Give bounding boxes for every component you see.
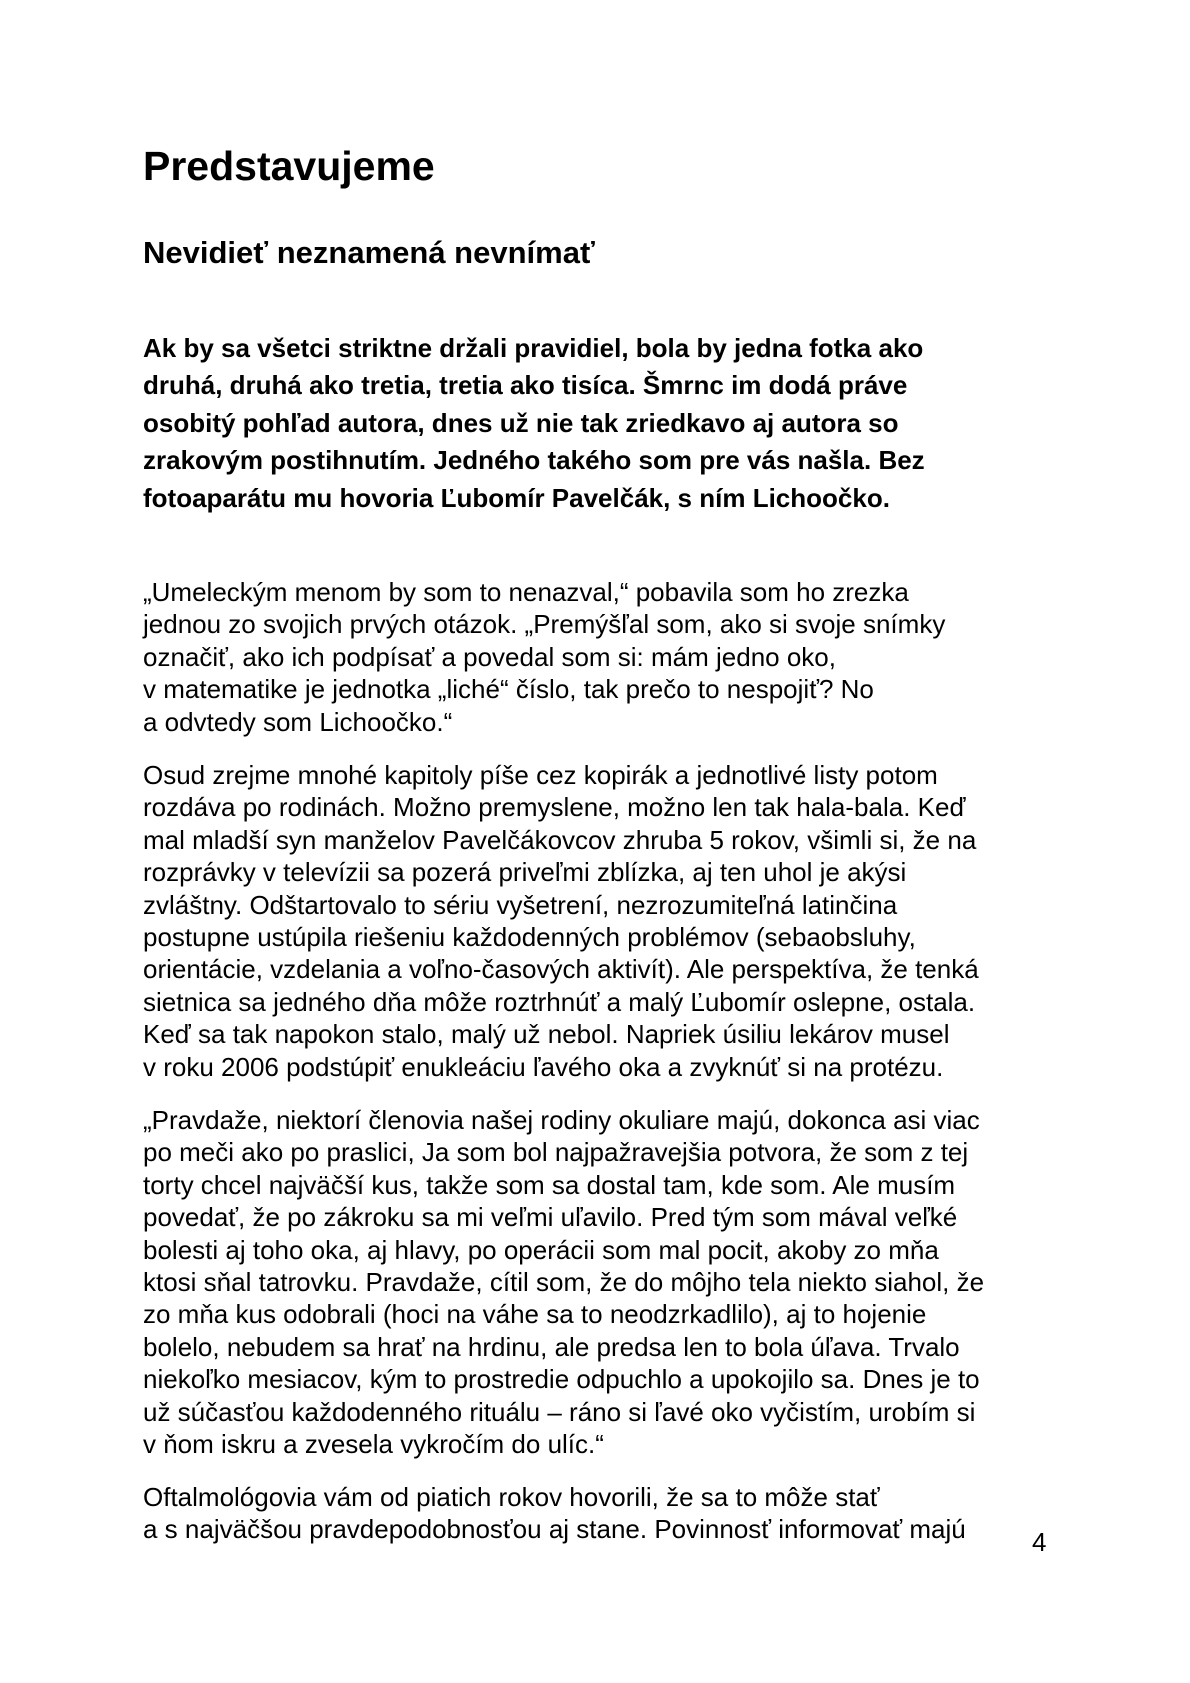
body-paragraph-4	[143, 1481, 966, 1546]
text-line: v roku 2006 podstúpiť enukleáciu ľavého oka a zvyknúť si na protézu.	[143, 1051, 944, 1082]
page-number: 4	[1032, 1527, 1047, 1557]
text-line: povedať, že po zákroku sa mi veľmi uľavilo. Pred tým som mával veľké	[143, 1202, 958, 1233]
text-line: „Pravdaže, niektorí členovia našej rodiny okuliare majú, dokonca asi viac	[143, 1105, 980, 1135]
text-line: bolesti aj toho oka, aj hlavy, po operácii som mal pocit, akoby zo mňa	[143, 1234, 939, 1265]
lead-line: osobitý pohľad autora, dnes už nie tak zriedkavo aj autora so	[143, 407, 899, 438]
article-title: Nevidieť neznamená nevnímať	[143, 235, 595, 270]
text-line: torty chcel najväčší kus, takže som sa dostal tam, kde som. Ale musím	[143, 1169, 956, 1200]
lead-line: Ak by sa všetci striktne držali pravidiel, bola by jedna fotka ako	[143, 333, 924, 363]
section-title: Predstavujeme	[143, 143, 435, 189]
text-line: „Umeleckým menom by som to nenazval,“ pobavila som ho zrezka	[143, 577, 909, 607]
text-line: v ňom iskru a zvesela vykročím do ulíc.“	[143, 1428, 604, 1459]
body-paragraph-1	[143, 576, 945, 738]
lead-line: druhá, druhá ako tretia, tretia ako tisíca. Šmrnc im dodá práve	[143, 370, 908, 401]
text-line: zo mňa kus odobrali (hoci na váhe sa to neodzrkadlilo), aj to hojenie	[143, 1299, 927, 1330]
text-line: Oftalmológovia vám od piatich rokov hovorili, že sa to môže stať	[143, 1482, 880, 1512]
text-line: Osud zrejme mnohé kapitoly píše cez kopirák a jednotlivé listy potom	[143, 760, 938, 790]
text-line: sietnica sa jedného dňa môže roztrhnúť a malý Ľubomír oslepne, ostala.	[143, 986, 976, 1017]
text-line: jednou zo svojich prvých otázok. „Premýšľal som, ako si svoje snímky	[143, 609, 946, 640]
text-line: už súčasťou každodenného rituálu – ráno si ľavé oko vyčistím, urobím si	[143, 1396, 976, 1427]
text-line: označiť, ako ich podpísať a povedal som si: mám jedno oko,	[143, 641, 836, 672]
text-line: a odvtedy som Lichoočko.“	[143, 706, 453, 737]
body-paragraph-3	[143, 1104, 984, 1460]
text-line: po meči ako po praslici, Ja som bol najpažravejšia potvora, že som z tej	[143, 1137, 969, 1168]
text-line: mal mladší syn manželov Pavelčákovcov zhruba 5 rokov, všimli si, že na	[143, 824, 977, 855]
text-line: ktosi sňal tatrovku. Pravdaže, cítil som, že do môjho tela niekto siahol, že	[143, 1266, 985, 1297]
text-line: Keď sa tak napokon stalo, malý už nebol. Napriek úsiliu lekárov musel	[143, 1019, 950, 1050]
text-line: niekoľko mesiacov, kým to prostredie odpuchlo a upokojilo sa. Dnes je to	[143, 1364, 980, 1395]
text-line: rozdáva po rodinách. Možno premyslene, možno len tak hala-bala. Keď	[143, 792, 966, 823]
lead-paragraph	[143, 330, 925, 517]
text-line: v matematike je jednotka „liché“ číslo, tak prečo to nespojiť? No	[143, 674, 874, 705]
lead-line: zrakovým postihnutím. Jedného takého som pre vás našla. Bez	[143, 445, 925, 476]
body-paragraph-2	[143, 759, 979, 1083]
text-line: postupne ustúpila riešeniu každodenných problémov (sebaobsluhy,	[143, 921, 916, 952]
text-line: bolelo, nebudem sa hrať na hrdinu, ale predsa len to bola úľava. Trvalo	[143, 1331, 960, 1362]
text-line: rozprávky v televízii sa pozerá priveľmi zblízka, aj ten uhol je akýsi	[143, 857, 907, 888]
text-line: orientácie, vzdelania a voľno-časových aktivít). Ale perspektíva, že tenká	[143, 954, 979, 985]
text-line: a s najväčšou pravdepodobnosťou aj stane. Povinnosť informovať majú	[143, 1514, 966, 1545]
lead-line: fotoaparátu mu hovoria Ľubomír Pavelčák, s ním Lichoočko.	[143, 482, 890, 513]
text-line: zvláštny. Odštartovalo to sériu vyšetrení, nezrozumiteľná latinčina	[143, 889, 898, 920]
